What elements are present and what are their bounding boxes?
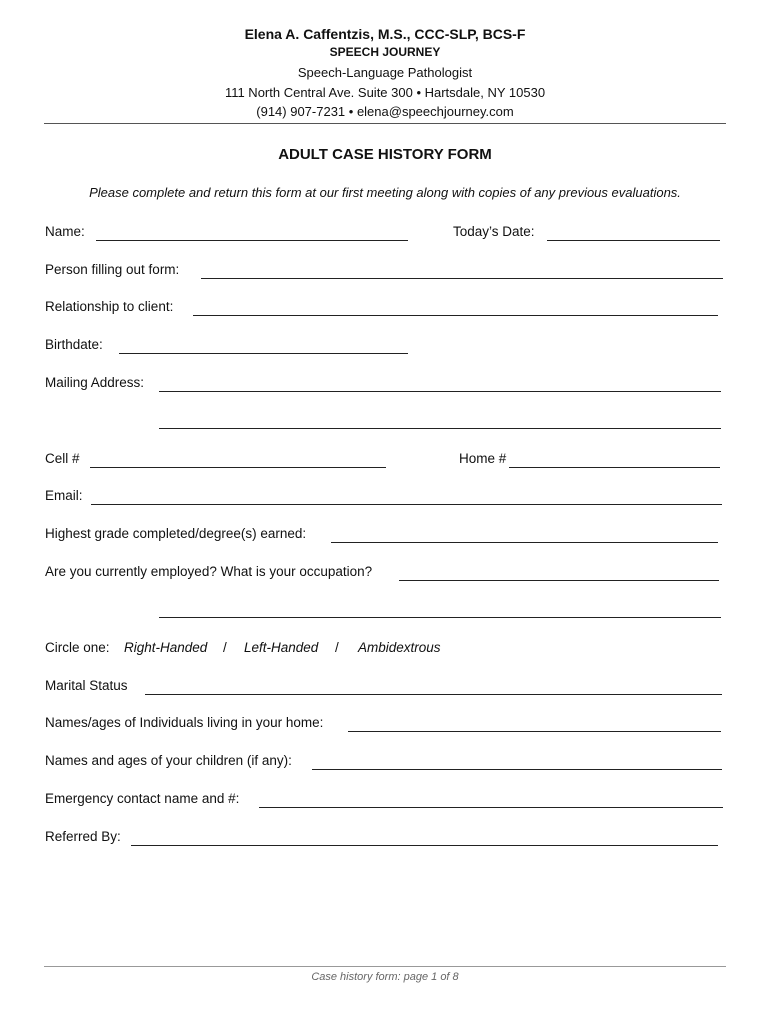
page-number: Case history form: page 1 of 8	[311, 971, 459, 983]
left-handed-option[interactable]: Left-Handed	[244, 640, 319, 655]
mailing-address-label: Mailing Address:	[45, 375, 145, 390]
birthdate-field[interactable]	[119, 353, 408, 354]
mailing-address-field-line1[interactable]	[159, 391, 721, 392]
marital-status-label: Marital Status	[45, 678, 128, 693]
home-label: Home #	[459, 451, 507, 466]
referred-by-label: Referred By:	[45, 829, 121, 844]
todays-date-field[interactable]	[547, 240, 720, 241]
option-separator: /	[335, 640, 339, 655]
birthdate-label: Birthdate:	[45, 337, 103, 352]
email-label: Email:	[45, 488, 83, 503]
option-separator: /	[223, 640, 227, 655]
person-filling-field[interactable]	[201, 278, 723, 279]
highest-grade-label: Highest grade completed/degree(s) earned:	[45, 526, 307, 541]
relationship-field[interactable]	[193, 315, 718, 316]
mailing-address-field-line2[interactable]	[159, 428, 721, 429]
marital-status-field[interactable]	[145, 694, 722, 695]
cell-label: Cell #	[45, 451, 80, 466]
home-field[interactable]	[509, 467, 720, 468]
contact-info: (914) 907-7231 • elena@speechjourney.com	[256, 104, 514, 119]
todays-date-label: Today’s Date:	[453, 224, 535, 239]
company-name: SPEECH JOURNEY	[329, 45, 441, 59]
occupation-field-line2[interactable]	[159, 617, 721, 618]
clinician-title: Speech-Language Pathologist	[297, 65, 473, 80]
name-label: Name:	[45, 224, 85, 239]
children-field[interactable]	[312, 769, 722, 770]
occupation-field-line1[interactable]	[399, 580, 719, 581]
emergency-contact-field[interactable]	[259, 807, 723, 808]
right-handed-option[interactable]: Right-Handed	[124, 640, 208, 655]
circle-one-label: Circle one:	[45, 640, 110, 655]
person-filling-label: Person filling out form:	[45, 262, 180, 277]
household-members-label: Names/ages of Individuals living in your home:	[45, 715, 324, 730]
email-field[interactable]	[91, 504, 722, 505]
employment-label: Are you currently employed? What is your occupation?	[45, 564, 373, 579]
header-divider	[44, 123, 726, 124]
relationship-label: Relationship to client:	[45, 299, 174, 314]
highest-grade-field[interactable]	[331, 542, 718, 543]
office-address: 111 North Central Ave. Suite 300 • Hartsdale, NY 10530	[224, 85, 546, 100]
clinician-name: Elena A. Caffentzis, M.S., CCC-SLP, BCS-F	[244, 26, 526, 42]
cell-field[interactable]	[90, 467, 386, 468]
form-instructions: Please complete and return this form at our first meeting along with copies of any previous evaluations.	[89, 185, 681, 200]
form-title: ADULT CASE HISTORY FORM	[278, 146, 492, 163]
referred-by-field[interactable]	[131, 845, 718, 846]
footer-divider	[44, 966, 726, 967]
children-label: Names and ages of your children (if any):	[45, 753, 292, 768]
household-members-field[interactable]	[348, 731, 721, 732]
emergency-contact-label: Emergency contact name and #:	[45, 791, 240, 806]
ambidextrous-option[interactable]: Ambidextrous	[358, 640, 441, 655]
name-field[interactable]	[96, 240, 408, 241]
